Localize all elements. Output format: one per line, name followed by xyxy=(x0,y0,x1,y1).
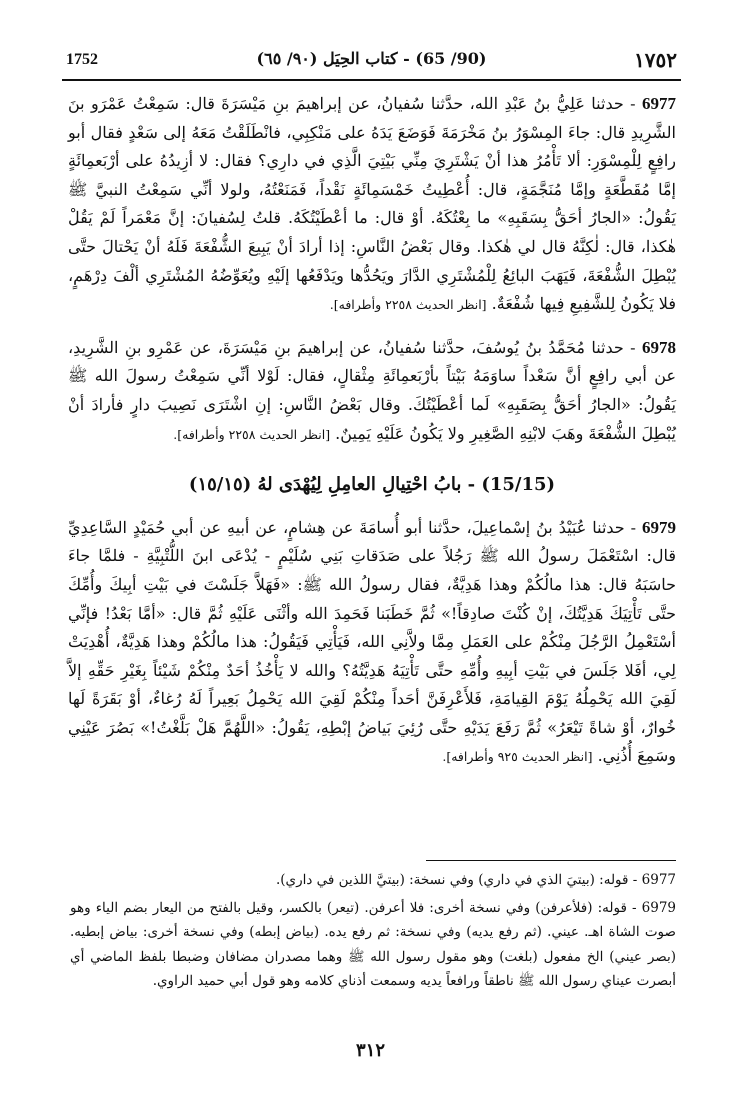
footnote-divider xyxy=(426,860,676,861)
header-divider xyxy=(62,79,681,81)
hadith-text: - حدثنا عَلِيُّ بنُ عَبْدِ الله، حدَّثنا سُفيانُ، عن إبراهيمَ بنِ مَيْسَرَةَ قال: سَمِعْتُ عَمْرَو بنَ الشَّرِيدِ قال: جاءَ المِسْوَرُ بنُ مَخْرَمَةَ فَوَضَعَ يَدَهُ على مَنْكِبِي، فانْطَلَقْتُ مَعَهُ إلى سَعْدٍ فقال أبو رافِعٍ لِلْمِسْوَرِ: ألا تَأْمُرُ هذا أنْ يَشْتَرِيَ مِنِّي بَيْتِيَ الَّذِي في دارِي؟ فقال: لا أزِيدُهُ على أرْبَعمِائَةٍ إمَّا مُقَطَّعَةٍ وإمَّا مُنَجَّمَةٍ، قال: أُعْطِيتُ خَمْسَمِائَةٍ نَقْداً، فَمَنَعْتُهُ، ولولا أنِّي سَمِعْتُ النبيَّ ﷺ يَقُولُ: «الجارُ أحَقُّ بِسَقَبِهِ» ما بِعْتُكَهُ. أوْ قال: ما أعْطَيْتُكَهُ. قلتُ لِسُفيانَ: إنَّ مَعْمَراً لَمْ يَقُلْ هٰكذا، قال: لٰكِنَّهُ قال لي هٰكذا. وقال بَعْضُ النَّاسِ: إذا أرادَ أنْ يَبِيعَ الشُّفْعَةَ فَلَهُ أنْ يَحْتالَ حتَّى يُبْطِلَ الشُّفْعَةَ، فَيَهَبَ البائِعُ لِلْمُشْتَرِي الدَّارَ ويَحُدُّها ويَدْفَعُها إلَيْهِ ويُعَوِّضُهُ المُشْتَرِي ألْفَ دِرْهَمٍ، فلا يَكُونُ لِلشَّفِيعِ فِيها شُفْعَةٌ. xyxy=(68,94,676,314)
hadith-6979 xyxy=(68,514,676,772)
hadith-text: - حدثنا مُحَمَّدُ بنُ يُوسُفَ، حدَّثنا سُفيانُ، عن إبراهيمَ بنِ مَيْسَرَةَ، عن عَمْرِو بنِ الشَّرِيدِ، عن أبي رافِعٍ أنَّ سَعْداً ساوَمَهُ بَيْتاً بأرْبَعمِائَةِ مِثْقالٍ، فقال: لَوْلا أنِّي سَمِعْتُ رسولَ الله ﷺ يَقُولُ: «الجارُ أحَقُّ بِصَقَبِهِ» لَما أعْطَيْتُكَ. وقال بَعْضُ النَّاسِ: إنِ اشْتَرَى نَصِيبَ دارٍ فأرادَ أنْ يُبْطِلَ الشُّفْعَةَ وهَبَ لابْنِهِ الصَّغِيرِ ولا يَكُونُ عَلَيْهِ يَمِينٌ. xyxy=(68,337,676,443)
hadith-6978 xyxy=(68,334,676,449)
page-number-arabic: ١٧٥٢ xyxy=(634,48,677,72)
main-text xyxy=(68,90,676,772)
hadith-text: - حدثنا عُبَيْدُ بنُ إسْماعِيلَ، حدَّثنا أبو أُسامَةَ عن هِشامٍ، عن أبيهِ عن أبي حُمَيْدٍ السَّاعِدِيِّ قال: اسْتَعْمَلَ رسولُ الله ﷺ رَجُلاً على صَدَقاتِ بَنِي سُلَيْمٍ - يُدْعَى ابنَ اللُّتْبِيَّةِ - فلمَّا جاءَ حاسَبَهُ قال: هذا مالُكُمْ وهذا هَدِيَّةٌ، فقال رسولُ الله ﷺ: «فَهَلاَّ جَلَسْتَ في بَيْتِ أبِيكَ وأُمِّكَ حتَّى تَأْتِيَكَ هَدِيَّتُكَ، إنْ كُنْتَ صادِقاً!» ثُمَّ خَطَبَنا فَحَمِدَ الله وأثْنَى عَلَيْهِ ثُمَّ قال: «أمَّا بَعْدُ! فإنِّي أسْتَعْمِلُ الرَّجُلَ مِنْكُمْ على العَمَلِ مِمَّا ولاَّنِي الله، فَيَأْتِي فَيَقُولُ: هذا مالُكُمْ وهذا هَدِيَّةٌ، أُهْدِيَتْ لِي، أفَلا جَلَسَ في بَيْتِ أبِيهِ وأُمِّهِ حتَّى تَأْتِيَهُ هَدِيَّتُهُ؟ والله لا يَأْخُذُ أحَدٌ مِنْكُمْ شَيْئاً بِغَيْرِ حَقِّهِ إلاَّ لَقِيَ الله يَحْمِلُهُ يَوْمَ القِيامَةِ، فَلأَعْرِفَنَّ أحَداً مِنْكُمْ لَقِيَ الله يَحْمِلُ بَعِيراً لَهُ رُغاءٌ، أوْ بَقَرَةً لَها خُوارٌ، أوْ شاةً تَيْعَرُ» ثُمَّ رَفَعَ يَدَيْهِ حتَّى رُئِيَ بَياضُ إبْطِهِ، يَقُولُ: «اللَّهُمَّ هَلْ بَلَّغْتُ!» بَصُرَ عَيْنِي وسَمِعَ أُذُنِي. xyxy=(68,517,676,766)
cross-reference: [انظر الحديث ٢٢٥٨ وأطرافه]. xyxy=(329,297,487,313)
running-title: (90/ 65) - كتاب الحِيَل (٩٠/ ٦٥) xyxy=(256,49,487,68)
page-number-latin: 1752 xyxy=(66,51,98,68)
footnote: 6979 - قوله: (فلأعرفن) وفي نسخة أخرى: فلا أعرفن. (تيعر) بالكسر، وقيل بالفتح من اليعار بضم الياء وهو صوت الشاة اهـ. عيني. (ثم رفع يديه) وفي نسخة: ثم رفع يده. (بياض إبطه) وفي نسخة أخرى: بياض إبطيه. (بصر عيني) الخ مفعول (بلغت) وهو مقول رسول الله ﷺ وهما مصدران مضافان وضبطا بلفظ الماضي أي أبصرت عيناي رسول الله ﷺ ناطقاً ورافعاً يديه وسمعت أذناي كلامه وهو قول أبي حميد الراوي. xyxy=(70,899,676,989)
hadith-6977 xyxy=(68,90,676,320)
chapter-heading: (15/15) - بابُ احْتِيالِ العامِلِ لِيُهْدَى لهُ (١٥/١٥) xyxy=(188,474,556,496)
footnotes xyxy=(70,868,676,997)
hadith-number: 6978 xyxy=(642,337,676,357)
cross-reference: [انظر الحديث ٢٢٥٨ وأطرافه]. xyxy=(173,426,331,442)
page-header xyxy=(62,45,681,79)
hadith-number: 6979 xyxy=(642,517,677,537)
page-footer-number: ٣١٢ xyxy=(355,1040,385,1061)
cross-reference: [انظر الحديث ٩٢٥ وأطرافه]. xyxy=(442,749,593,765)
footnote: 6977 - قوله: (بيتيَ الذي في داري) وفي نسخة: (بيتيَّ اللذين في داري). xyxy=(275,872,676,888)
hadith-number: 6977 xyxy=(642,94,676,113)
